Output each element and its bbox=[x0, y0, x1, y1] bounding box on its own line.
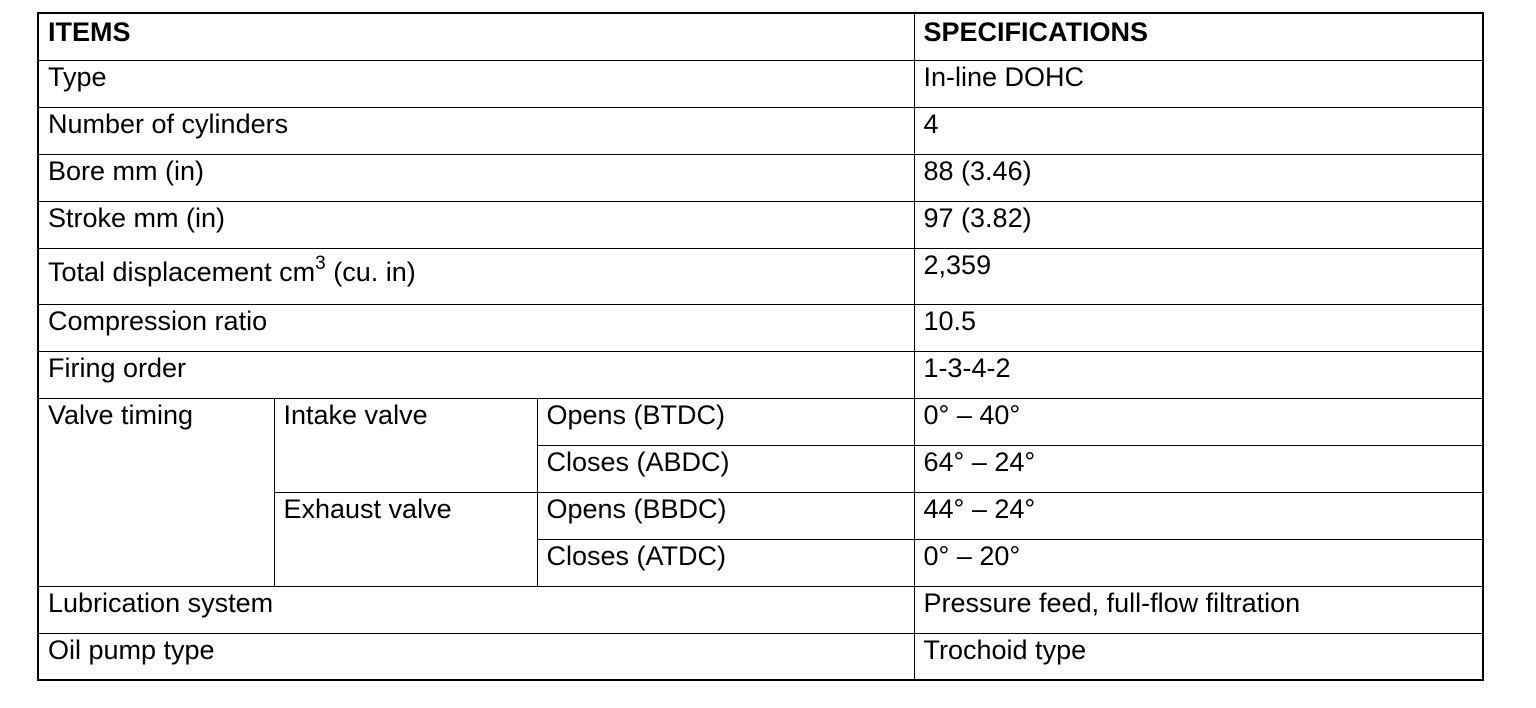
header-specifications: SPECIFICATIONS bbox=[914, 13, 1483, 60]
exhaust-valve-label: Exhaust valve bbox=[274, 492, 537, 586]
row-label: Type bbox=[38, 60, 914, 107]
intake-opens-label: Opens (BTDC) bbox=[537, 398, 914, 445]
table-row bbox=[38, 248, 1483, 304]
table-header-row bbox=[38, 13, 1483, 60]
row-value: Pressure feed, full-flow filtration bbox=[914, 586, 1483, 633]
row-label: Bore mm (in) bbox=[38, 154, 914, 201]
table-row bbox=[38, 107, 1483, 154]
table-row bbox=[38, 60, 1483, 107]
table-row bbox=[38, 633, 1483, 680]
row-label: Number of cylinders bbox=[38, 107, 914, 154]
table-row bbox=[38, 304, 1483, 351]
intake-closes-label: Closes (ABDC) bbox=[537, 445, 914, 492]
intake-valve-label: Intake valve bbox=[274, 398, 537, 492]
row-label: Oil pump type bbox=[38, 633, 914, 680]
row-label-displacement bbox=[38, 248, 914, 304]
row-label: Lubrication system bbox=[38, 586, 914, 633]
row-value: In-line DOHC bbox=[914, 60, 1483, 107]
row-value: 1-3-4-2 bbox=[914, 351, 1483, 398]
row-label: Stroke mm (in) bbox=[38, 201, 914, 248]
row-value: Trochoid type bbox=[914, 633, 1483, 680]
table-row bbox=[38, 586, 1483, 633]
table-row bbox=[38, 201, 1483, 248]
table-row bbox=[38, 351, 1483, 398]
displacement-label-suffix: (cu. in) bbox=[325, 256, 416, 287]
header-items: ITEMS bbox=[38, 13, 914, 60]
table-row bbox=[38, 154, 1483, 201]
row-value: 4 bbox=[914, 107, 1483, 154]
exhaust-opens-value: 44° – 24° bbox=[914, 492, 1483, 539]
row-value: 10.5 bbox=[914, 304, 1483, 351]
valve-timing-label: Valve timing bbox=[38, 398, 274, 586]
engine-specifications-table bbox=[37, 12, 1484, 681]
row-label: Firing order bbox=[38, 351, 914, 398]
exhaust-closes-value: 0° – 20° bbox=[914, 539, 1483, 586]
displacement-superscript: 3 bbox=[315, 252, 326, 274]
row-value: 97 (3.82) bbox=[914, 201, 1483, 248]
row-value: 88 (3.46) bbox=[914, 154, 1483, 201]
intake-opens-value: 0° – 40° bbox=[914, 398, 1483, 445]
intake-closes-value: 64° – 24° bbox=[914, 445, 1483, 492]
displacement-label-text: Total displacement cm bbox=[48, 256, 316, 287]
table-row bbox=[38, 398, 1483, 445]
exhaust-closes-label: Closes (ATDC) bbox=[537, 539, 914, 586]
row-value: 2,359 bbox=[914, 248, 1483, 304]
row-label: Compression ratio bbox=[38, 304, 914, 351]
exhaust-opens-label: Opens (BBDC) bbox=[537, 492, 914, 539]
